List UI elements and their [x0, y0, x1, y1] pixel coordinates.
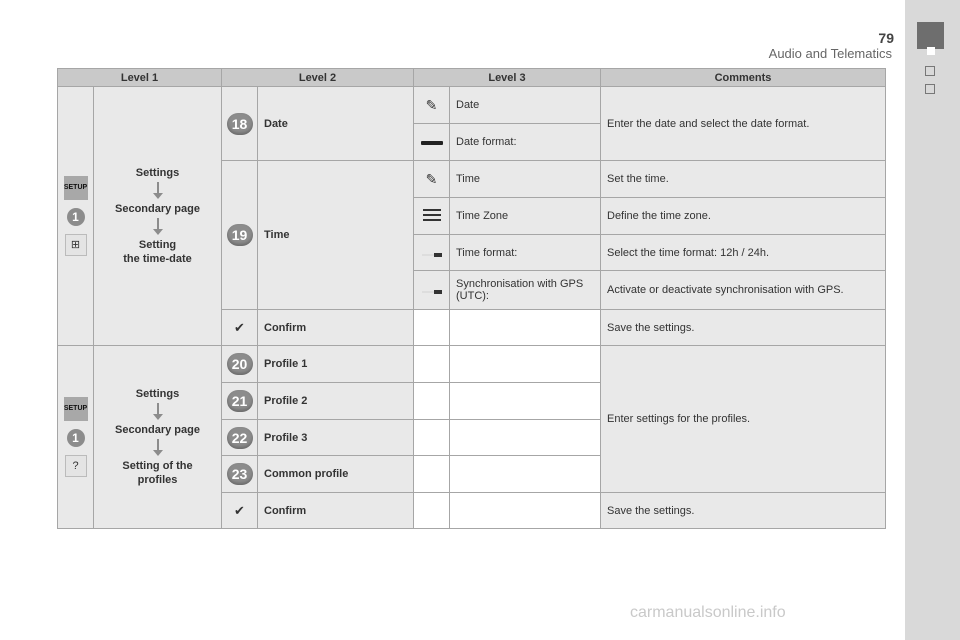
- header-level-1: Level 1: [58, 69, 222, 87]
- menu-secondary-page: Secondary page: [115, 424, 200, 436]
- header-comments: Comments: [601, 69, 886, 87]
- menu-profiles: profiles: [137, 474, 178, 486]
- checkmark-icon: ✔: [234, 502, 245, 518]
- sidebar-square-outline[interactable]: [925, 66, 935, 76]
- bar-icon: [421, 141, 443, 145]
- arrow-down-icon: [153, 403, 163, 421]
- step-badge: 1: [67, 208, 85, 226]
- comment-time-format: Select the time format: 12h / 24h.: [601, 235, 886, 271]
- menu-setting-of-the: Setting of the: [122, 460, 193, 472]
- sidebar-square-outline[interactable]: [925, 84, 935, 94]
- menu-path-cell: [94, 346, 222, 529]
- pencil-icon: ✎: [425, 96, 438, 113]
- menu-settings: Settings: [135, 167, 180, 179]
- menu-path-cell: [94, 87, 222, 346]
- comment-gps-sync: Activate or deactivate synchronisation with GPS.: [601, 271, 886, 310]
- step-badge-18: 18: [227, 113, 253, 135]
- level1-cell: [58, 346, 94, 529]
- section-title: Audio and Telematics: [768, 46, 892, 61]
- menu-time-date: the time-date: [123, 253, 192, 265]
- setup-icon: SETUP: [64, 397, 88, 421]
- page-number: 79: [878, 30, 894, 46]
- level3-date-format: Date format:: [450, 124, 601, 161]
- level2-profile-3: Profile 3: [258, 420, 414, 456]
- settings-table: [57, 68, 886, 529]
- toggle-icon: [422, 254, 442, 256]
- list-icon: [423, 206, 441, 224]
- level3-time-format: Time format:: [450, 235, 601, 271]
- header-level-3: Level 3: [414, 69, 601, 87]
- toggle-icon: [422, 291, 442, 293]
- clock-icon: ⊞: [65, 234, 87, 256]
- step-badge-21: 21: [227, 390, 253, 412]
- step-badge: 1: [67, 429, 85, 447]
- level2-confirm: Confirm: [258, 493, 414, 529]
- level2-time: Time: [258, 161, 414, 310]
- checkmark-icon: ✔: [234, 319, 245, 335]
- sidebar-square-filled: [927, 47, 935, 55]
- level3-time: Time: [450, 161, 601, 198]
- arrow-down-icon: [153, 182, 163, 200]
- arrow-down-icon: [153, 439, 163, 457]
- sidebar: [905, 0, 960, 640]
- header-level-2: Level 2: [222, 69, 414, 87]
- step-badge-20: 20: [227, 353, 253, 375]
- level3-gps-sync: Synchronisation with GPS (UTC):: [450, 271, 601, 310]
- setup-icon: SETUP: [64, 176, 88, 200]
- step-badge-22: 22: [227, 427, 253, 449]
- comment-time: Set the time.: [601, 161, 886, 198]
- sidebar-tab-active[interactable]: [917, 22, 944, 49]
- level2-profile-2: Profile 2: [258, 383, 414, 420]
- level2-date: Date: [258, 87, 414, 161]
- profile-icon: ?: [65, 455, 87, 477]
- watermark: carmanualsonline.info: [630, 604, 786, 621]
- level3-date: Date: [450, 87, 601, 124]
- step-badge-23: 23: [227, 463, 253, 485]
- comment-profiles: Enter settings for the profiles.: [601, 346, 886, 493]
- comment-date: Enter the date and select the date format.: [601, 87, 886, 161]
- menu-setting: Setting: [138, 239, 177, 251]
- menu-settings: Settings: [135, 388, 180, 400]
- level2-confirm: Confirm: [258, 310, 414, 346]
- level3-time-zone: Time Zone: [450, 198, 601, 235]
- menu-secondary-page: Secondary page: [115, 203, 200, 215]
- level2-common-profile: Common profile: [258, 456, 414, 493]
- comment-confirm: Save the settings.: [601, 310, 886, 346]
- level1-cell: [58, 87, 94, 346]
- pencil-icon: ✎: [425, 170, 438, 187]
- comment-time-zone: Define the time zone.: [601, 198, 886, 235]
- level2-profile-1: Profile 1: [258, 346, 414, 383]
- comment-confirm: Save the settings.: [601, 493, 886, 529]
- table-header-row: [58, 69, 886, 87]
- arrow-down-icon: [153, 218, 163, 236]
- step-badge-19: 19: [227, 224, 253, 246]
